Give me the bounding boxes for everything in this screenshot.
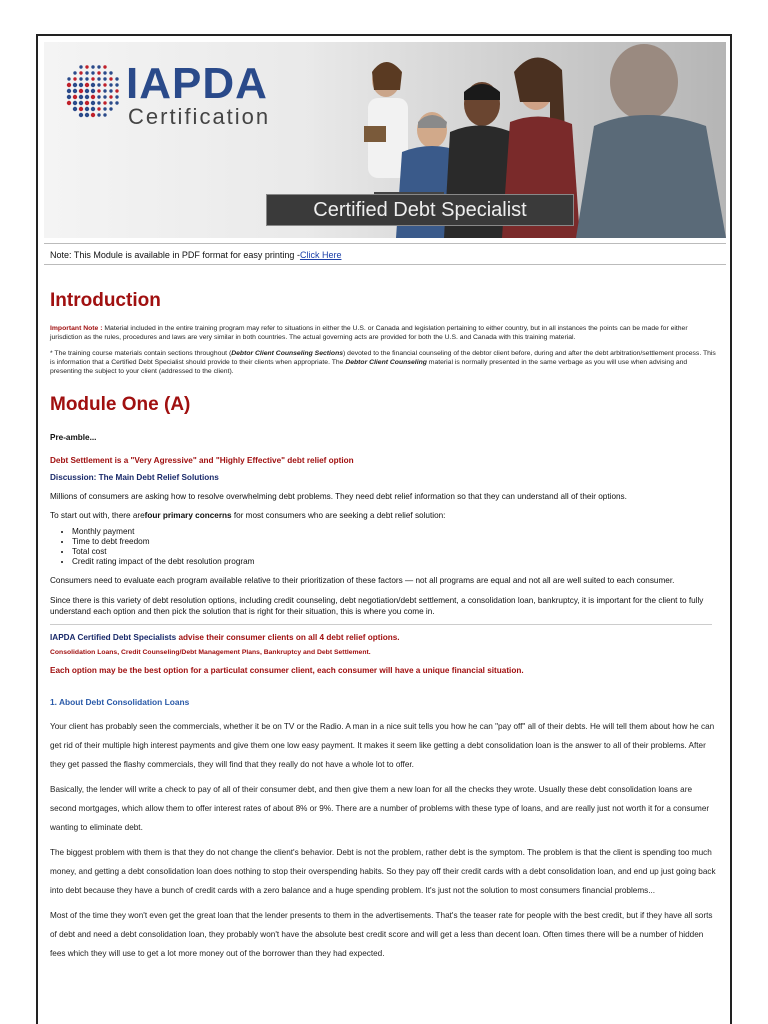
logo-subtitle: Certification [128,104,271,129]
module-heading: Module One (A) [50,394,191,415]
important-note [50,324,720,342]
concerns-b: four primary concerns [144,511,232,520]
logo-title: IAPDA [126,59,268,108]
section1-paragraph-2: Basically, the lender will write a check to pay of all of their consumer debt, and then give them a new loan for all the checks they wrote. Usually these debt consolidation loans are second mortgages, which allow them to offer interest rates of about 8% or 9%. There are a number of problems with these type of loans, and are really just not worth it for a consumer wanting to eliminate debt. [50,785,710,832]
globe-dots-icon [62,60,124,122]
pdf-link[interactable]: Click Here [299,250,342,260]
important-label: Important Note : [50,325,103,332]
header-banner [44,42,726,238]
advise-a: IAPDA Certified Debt Specialists [50,633,177,642]
banner-title: Certified Debt Specialist [266,194,574,226]
section1-paragraph-1: Your client has probably seen the commercials, whether it be on TV or the Radio. A man in a nice suit tells you how he can "pay off" all of their debts. He will tell them about how he can get rid of their multiple high interest payments and give them one low easy payment. It makes it seem like getting a debt consolidation loan is the answer to all of their problems. After they get passed the flashy commercials, they will find that they really do not have a whole lot to offer. [50,722,715,769]
settlement-line: Debt Settlement is a "Very Agressive" and "Highly Effective" debt relief option [50,456,354,465]
evaluate-paragraph: Consumers need to evaluate each program available relative to their prioritization of these factors — not all programs are equal and not all are well suited to each consumer. [50,576,675,585]
iapda-logo [62,56,302,129]
concerns-list [50,527,720,567]
variety-paragraph: Since there is this variety of debt resolution options, including credit counseling, debt negotiation/debt settlement, a consolidation loan, bankruptcy, it is important for the client to fully understand each option and then pick the solution that is right for their situation, this is where you come in. [50,596,704,616]
sections-note-e: material is normally presented in the same verbage as you will use when advising and presenting the subject to your client (addressed to the client). [50,359,688,375]
advise-line [50,632,720,643]
concerns-c: for most consumers who are seeking a debt relief solution: [231,511,446,520]
sections-note [50,349,720,376]
pdf-note-text: Note: This Module is available in PDF format for easy printing - [50,250,300,260]
sections-note-d: Debtor Client Counseling [345,359,427,366]
list-item: • Monthly payment [72,527,720,537]
important-text: Material included in the entire training program may refer to situations in either the U.S. or Canada and legislation pertaining to either country, but in all instances the points can be made for either jurisdiction as the rules, procedures and laws are very similar in both countries. The actual governing acts are provided for both the U.S. and Canada with this training material. [50,325,688,341]
preamble-text: Pre-amble... [50,433,97,442]
each-option-line: Each option may be the best option for a particulat consumer client, each consumer will have a unique financial situation. [50,666,524,675]
intro-heading: Introduction [50,290,161,311]
list-item: • Time to debt freedom [72,537,720,547]
concerns-a: To start out with, there are [50,511,145,520]
concerns-paragraph [50,510,720,521]
discussion-title: Discussion: The Main Debt Relief Solutions [50,473,219,482]
sections-note-c: ) devoted to the financial counseling of the debtor client before, during and after the debt arbitration/settlement process. This is information that a Certified Debt Specialist should provide to their clients when appropriate. The [50,350,716,366]
options-line: Consolidation Loans, Credit Counseling/Debt Management Plans, Bankruptcy and Debt Settlement. [50,649,371,656]
sections-note-b: Debtor Client Counseling Sections [231,350,344,357]
page-frame [36,34,732,1024]
list-item: • Total cost [72,547,720,557]
divider [50,624,712,625]
advise-b: advise their consumer clients on all 4 debt relief options. [176,633,400,642]
sections-note-a: * The training course materials contain sections throughout ( [50,350,232,357]
pdf-note [44,243,726,265]
section1-paragraph-4: Most of the time they won't even get the great loan that the lender presents to them in the advertisements. That's the teaser rate for people with the best credit, but if they have all sorts of debt and need a debt consolidation loan, they probably won't have the absolute best credit score and will get a less than decent loan. Often times there will be a number of hidden fees which they will use to get a lot more money out of the borrower than they had expected. [50,911,713,958]
preamble [50,432,720,443]
section1-paragraph-3: The biggest problem with them is that they do not change the client's behavior. Debt is not the problem, rather debt is the symptom. The problem is that the client is spending too much money, and getting a debt consolidation loan does nothing to stop their overspending habits. So they pay off their credit cards with a debt consolidation loan, and end up just going back into debt because they have a bunch of credit cards with a zero balance and a huge spending problem. It's just not the solution to most consumers financial problems... [50,848,716,895]
millions-paragraph: Millions of consumers are asking how to resolve overwhelming debt problems. They need debt relief information so that they can understand all of their options. [50,492,627,501]
list-item: • Credit rating impact of the debt resolution program [72,557,720,567]
section1-title: 1. About Debt Consolidation Loans [50,697,190,707]
main-content [50,276,720,963]
